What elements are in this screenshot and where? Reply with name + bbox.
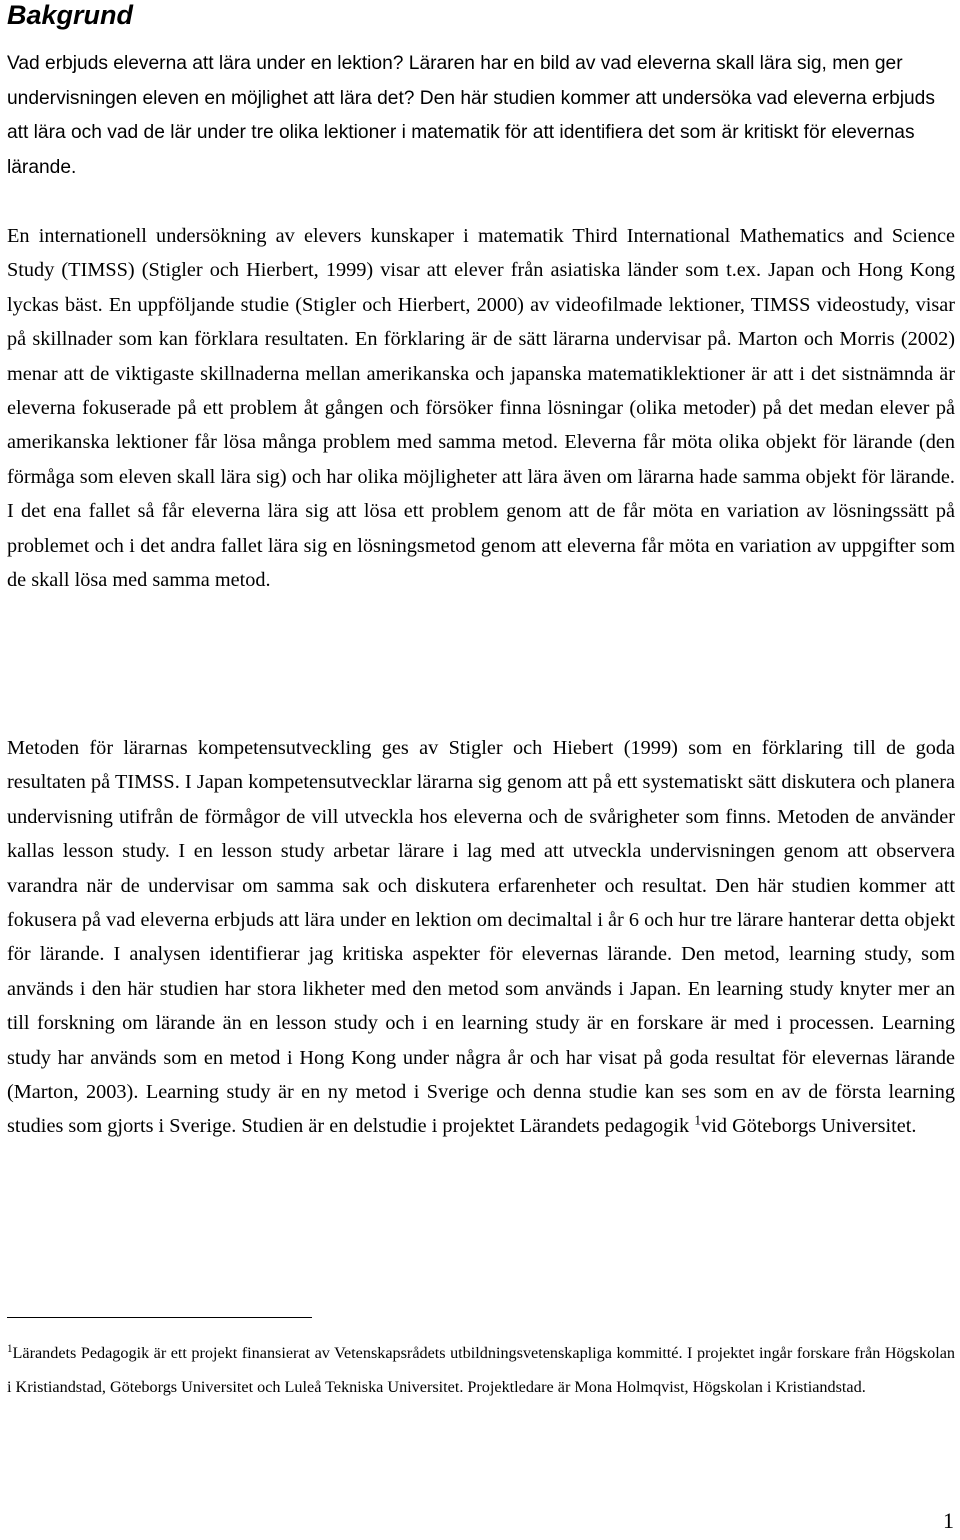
footnote-reference[interactable]: 1 [694, 1112, 702, 1128]
paragraph-text: Metoden för lärarnas kompetensutveckling ges av Stigler och Hiebert (1999) som en förklaring till de goda resultaten på TIMSS. I Japan kompetensutvecklar lärarna sig genom att på ett systematiskt sätt diskutera och planera undervisning utifrån de förmågor de vill utveckla hos eleverna och de svårigheter som finns. Metoden de använder kallas lesson study. I en lesson study arbetar lärare i lag med att utveckla undervisningen genom att observera varandra när de undervisar om samma sak och diskutera erfarenheter och resultat. Den här studien kommer att fokusera på vad eleverna erbjuds att lära under en lektion om decimaltal i år 6 och hur tre lärare hanterar detta objekt för lärande. I analysen identifierar jag kritiska aspekter för elevernas lärande. Den metod, learning study, som används i den här studien har stora likheter med den metod som används i Japan. En learning study knyter mer an till forskning om lärande än en lesson study och i en learning study är en forskare är med i processen. Learning study har används som en metod i Hong Kong under några år och har visat på goda resultat för elevernas lärande (Marton, 2003). Learning study är en ny metod i Sverige och denna studie kan ses som en av de första learning studies som gjorts i Sverige. Studien är en delstudie i projektet Lärandets pedagogik [7, 737, 955, 1138]
section-heading: Bakgrund [7, 0, 134, 30]
footnote [7, 1336, 955, 1404]
body-paragraph-timss: En internationell undersökning av elevers kunskaper i matematik Third International Mathematics and Science Study (TIMSS) (Stigler och Hierbert, 1999) visar att elever från asiatiska länder som t.ex. Japan och Hong Kong lyckas bäst. En uppföljande studie (Stigler och Hierbert, 2000) av videofilmade lektioner, TIMSS videostudy, visar på skillnader som kan förklara resultaten. En förklaring är de sätt lärarna undervisar på. Marton och Morris (2002) menar att de viktigaste skillnaderna mellan amerikanska och japanska matematiklektioner är att i det sistnämnda är eleverna fokuserade på ett problem åt gången och försöker finna lösningar (olika metoder) på det medan elever på amerikanska lektioner får lösa många problem med samma metod. Eleverna får möta olika objekt för lärande (den förmåga som eleven skall lära sig) och har olika möjligheter att lära även om lärarna hade samma objekt för lärande. I det ena fallet så får eleverna lära sig att lösa ett problem genom att de får möta en variation av lösningssätt på problemet och i det andra fallet lära sig en lösningsmetod genom att eleverna får möta en variation av uppgifter som de skall lösa med samma metod. [7, 225, 955, 592]
footnote-text: Lärandets Pedagogik är ett projekt finansierat av Vetenskapsrådets utbildningsvetenskapliga kommitté. I projektet ingår forskare från Högskolan i Kristiandstad, Göteborgs Universitet och Luleå Tekniska Universitet. Projektledare är Mona Holmqvist, Högskolan i Kristiandstad. [7, 1344, 955, 1396]
footnote-separator [7, 1317, 312, 1318]
paragraph-tail: vid Göteborgs Universitet. [701, 1115, 917, 1138]
page-number: 1 [943, 1508, 954, 1533]
footnote-marker: 1 [7, 1342, 13, 1355]
intro-paragraph: Vad erbjuds eleverna att lära under en lektion? Läraren har en bild av vad eleverna skall lära sig, men ger undervisningen eleven en möjlighet att lära det? Den här studien kommer att undersöka vad eleverna erbjuds att lära och vad de lär under tre olika lektioner i matematik för att identifiera det som är kritiskt för elevernas lärande. [7, 53, 935, 178]
body-paragraph-learning-study [7, 731, 955, 1144]
